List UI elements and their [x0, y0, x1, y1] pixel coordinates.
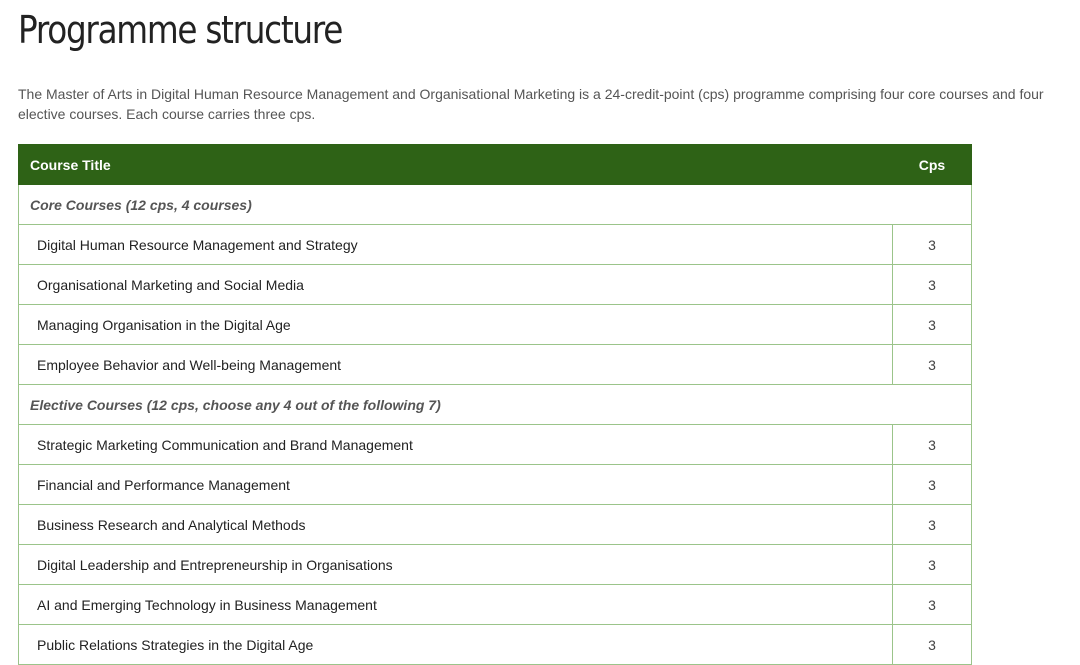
table-row [19, 505, 972, 545]
table-header-row [19, 145, 972, 185]
course-cps: 3 [893, 465, 972, 505]
course-title: Public Relations Strategies in the Digital Age [19, 625, 893, 665]
programme-structure-table [18, 144, 972, 665]
page-title: Programme structure [18, 8, 343, 52]
course-cps: 3 [893, 425, 972, 465]
column-header-cps: Cps [893, 145, 972, 185]
table-row [19, 345, 972, 385]
course-title: Organisational Marketing and Social Media [19, 265, 893, 305]
course-title: Financial and Performance Management [19, 465, 893, 505]
course-title: Digital Human Resource Management and Strategy [19, 225, 893, 265]
course-cps: 3 [893, 625, 972, 665]
column-header-course-title: Course Title [19, 145, 893, 185]
table-row [19, 225, 972, 265]
section-row-elective [19, 385, 972, 425]
course-cps: 3 [893, 585, 972, 625]
programme-description: The Master of Arts in Digital Human Resource Management and Organisational Marketing is a 24-credit-point (cps) programme comprising four core courses and four elective courses. Each course carries three cps. [18, 86, 1044, 122]
section-row-core [19, 185, 972, 225]
course-cps: 3 [893, 505, 972, 545]
table-row [19, 425, 972, 465]
course-title: Employee Behavior and Well-being Management [19, 345, 893, 385]
course-title: Managing Organisation in the Digital Age [19, 305, 893, 345]
course-cps: 3 [893, 305, 972, 345]
course-cps: 3 [893, 265, 972, 305]
course-cps: 3 [893, 545, 972, 585]
table-row [19, 585, 972, 625]
elective-courses-label: Elective Courses (12 cps, choose any 4 out of the following 7) [19, 385, 972, 425]
course-cps: 3 [893, 225, 972, 265]
core-courses-label: Core Courses (12 cps, 4 courses) [19, 185, 972, 225]
course-title: Business Research and Analytical Methods [19, 505, 893, 545]
table-row [19, 465, 972, 505]
course-title: AI and Emerging Technology in Business Management [19, 585, 893, 625]
course-title: Digital Leadership and Entrepreneurship in Organisations [19, 545, 893, 585]
course-cps: 3 [893, 345, 972, 385]
course-title: Strategic Marketing Communication and Brand Management [19, 425, 893, 465]
table-row [19, 265, 972, 305]
table-row [19, 545, 972, 585]
table-row [19, 305, 972, 345]
